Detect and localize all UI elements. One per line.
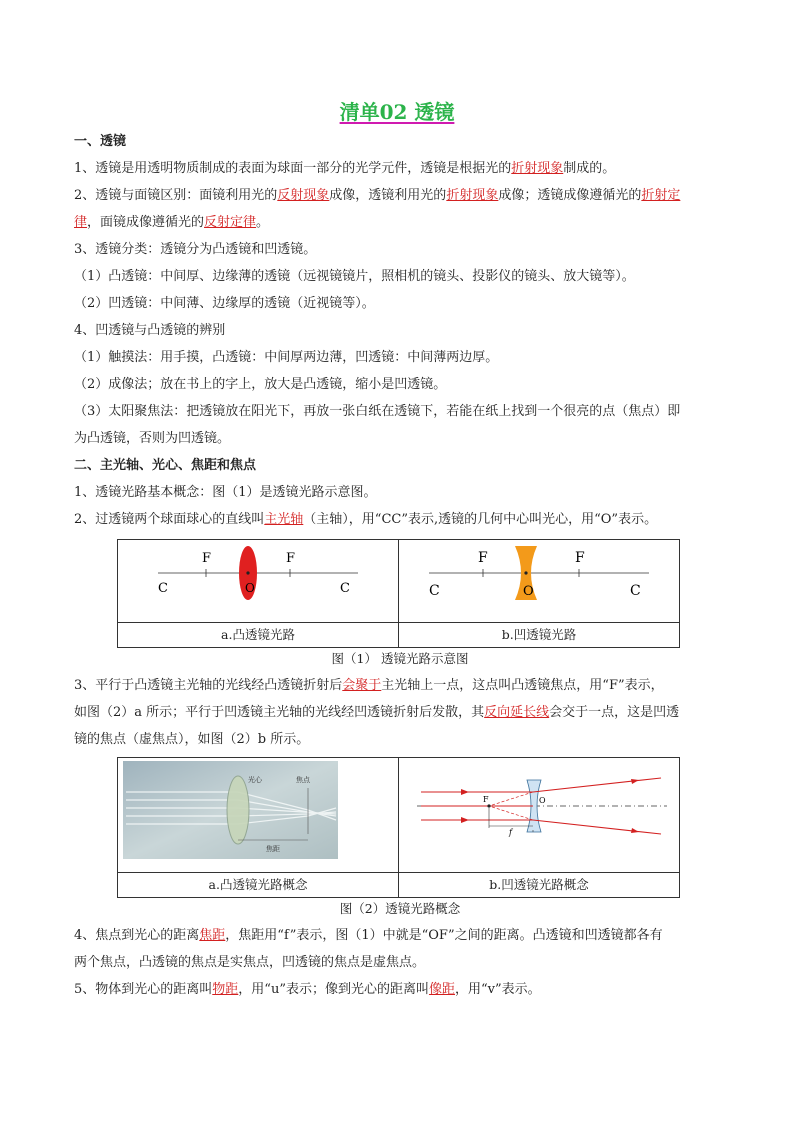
arrow-icon bbox=[631, 828, 639, 833]
keyword: 折射现象 bbox=[446, 188, 499, 203]
section-heading-axis: 二、主光轴、光心、焦距和焦点 bbox=[74, 458, 257, 473]
photo-label: 焦点 bbox=[296, 776, 310, 784]
paragraph: 2、透镜与面镜区别：面镜利用光的反射现象成像，透镜利用光的折射现象成像；透镜成像遵循光的折射定 bbox=[74, 188, 681, 203]
keyword: 反射定律 bbox=[204, 215, 257, 230]
figure-2-table bbox=[117, 757, 680, 898]
convex-lens-diagram bbox=[118, 540, 398, 612]
paragraph: 2、过透镜两个球面球心的直线叫主光轴（主轴），用“CC”表示,透镜的几何中心叫光心，用“O”表示。 bbox=[74, 512, 658, 527]
focus-label: F bbox=[575, 550, 585, 566]
keyword: 折射现象 bbox=[511, 161, 564, 176]
photo-label: 焦距 bbox=[266, 845, 280, 853]
arrow-icon bbox=[631, 779, 639, 784]
keyword: 律 bbox=[74, 215, 88, 230]
arrow-icon bbox=[461, 789, 469, 795]
figure-caption-cell: b.凹透镜光路概念 bbox=[399, 873, 680, 898]
center-label: C bbox=[340, 581, 350, 596]
diagram-label: f bbox=[509, 828, 512, 837]
paragraph: 镜的焦点（虚焦点），如图（2）b 所示。 bbox=[74, 732, 310, 747]
optical-center-dot bbox=[246, 571, 249, 574]
focus-label: F bbox=[202, 551, 212, 566]
paragraph: 两个焦点，凸透镜的焦点是实焦点，凹透镜的焦点是虚焦点。 bbox=[74, 955, 426, 970]
arrow-icon bbox=[461, 817, 469, 823]
optical-center-dot bbox=[524, 571, 527, 574]
concave-ray-diagram-cell bbox=[399, 758, 680, 873]
convex-photo-cell bbox=[118, 758, 399, 873]
diagram-label: O bbox=[539, 796, 546, 805]
keyword: 折射定 bbox=[641, 188, 681, 203]
optical-center-label: O bbox=[523, 584, 534, 599]
paragraph: 3、平行于凸透镜主光轴的光线经凸透镜折射后会聚于主光轴上一点，这点叫凸透镜焦点，用“F”表示， bbox=[74, 678, 664, 693]
paragraph: （2）成像法；放在书上的字上，放大是凸透镜，缩小是凹透镜。 bbox=[74, 377, 447, 392]
paragraph: 如图（2）a 所示；平行于凹透镜主光轴的光线经凹透镜折射后发散，其反向延长线会交于一点，这是凹透 bbox=[74, 705, 680, 720]
paragraph: 3、透镜分类：透镜分为凸透镜和凹透镜。 bbox=[74, 242, 317, 257]
keyword: 焦距 bbox=[199, 928, 226, 943]
center-label: C bbox=[630, 583, 641, 599]
lens-in-photo bbox=[227, 776, 249, 844]
section-heading-lens: 一、透镜 bbox=[74, 134, 127, 149]
figure-1-caption: 图（1） 透镜光路示意图 bbox=[331, 651, 469, 666]
page-title: 清单02 透镜 bbox=[339, 100, 455, 124]
paragraph: 4、焦点到光心的距离焦距，焦距用“f”表示，图（1）中就是“OF”之间的距离。凸透镜和凹透镜都各有 bbox=[74, 928, 663, 943]
paragraph: （3）太阳聚焦法：把透镜放在阳光下，再放一张白纸在透镜下，若能在纸上找到一个很亮的点（焦点）即 bbox=[74, 404, 681, 419]
figure-2-caption: 图（2）透镜光路概念 bbox=[339, 901, 461, 916]
paragraph: （1）凸透镜：中间厚、边缘薄的透镜（远视镜镜片，照相机的镜头、投影仪的镜头、放大镜等）。 bbox=[74, 269, 635, 284]
photo-label: 光心 bbox=[248, 776, 262, 784]
keyword: 主光轴 bbox=[264, 512, 304, 527]
paragraph: 1、透镜光路基本概念：图（1）是透镜光路示意图。 bbox=[74, 485, 377, 500]
center-label: C bbox=[158, 581, 168, 596]
keyword: 反射现象 bbox=[277, 188, 330, 203]
keyword: 反向延长线 bbox=[484, 705, 550, 720]
figure-caption-cell: b.凹透镜光路 bbox=[399, 623, 680, 648]
keyword: 会聚于 bbox=[342, 678, 382, 693]
paragraph: 4、凹透镜与凸透镜的辨别 bbox=[74, 323, 226, 338]
paragraph: 1、透镜是用透明物质制成的表面为球面一部分的光学元件，透镜是根据光的折射现象制成的。 bbox=[74, 161, 616, 176]
paragraph: 为凸透镜，否则为凹透镜。 bbox=[74, 431, 231, 446]
concave-ray-diagram bbox=[399, 758, 679, 862]
concave-lens-diagram-cell bbox=[399, 540, 680, 623]
diagram-label: F bbox=[483, 795, 489, 804]
concave-lens-diagram bbox=[399, 540, 679, 612]
paragraph: （2）凹透镜：中间薄、边缘厚的透镜（近视镜等）。 bbox=[74, 296, 375, 311]
center-label: C bbox=[429, 583, 440, 599]
figure-1-table bbox=[117, 539, 680, 648]
keyword: 物距 bbox=[212, 982, 239, 997]
convex-lens-diagram-cell bbox=[118, 540, 399, 623]
paragraph: 5、物体到光心的距离叫物距，用“u”表示；像到光心的距离叫像距，用“v”表示。 bbox=[74, 982, 541, 997]
keyword: 像距 bbox=[428, 982, 455, 997]
figure-caption-cell: a.凸透镜光路概念 bbox=[118, 873, 399, 898]
virtual-focus-dot bbox=[487, 804, 490, 807]
paragraph: 律，面镜成像遵循光的反射定律。 bbox=[74, 215, 270, 230]
document-body bbox=[74, 128, 726, 1003]
convex-lens-photo bbox=[118, 758, 398, 862]
figure-caption-cell: a.凸透镜光路 bbox=[118, 623, 399, 648]
optical-center-label: O bbox=[245, 581, 255, 595]
focus-label: F bbox=[286, 551, 296, 566]
paragraph: （1）触摸法：用手摸，凸透镜：中间厚两边薄，凹透镜：中间薄两边厚。 bbox=[74, 350, 499, 365]
focus-label: F bbox=[478, 550, 488, 566]
